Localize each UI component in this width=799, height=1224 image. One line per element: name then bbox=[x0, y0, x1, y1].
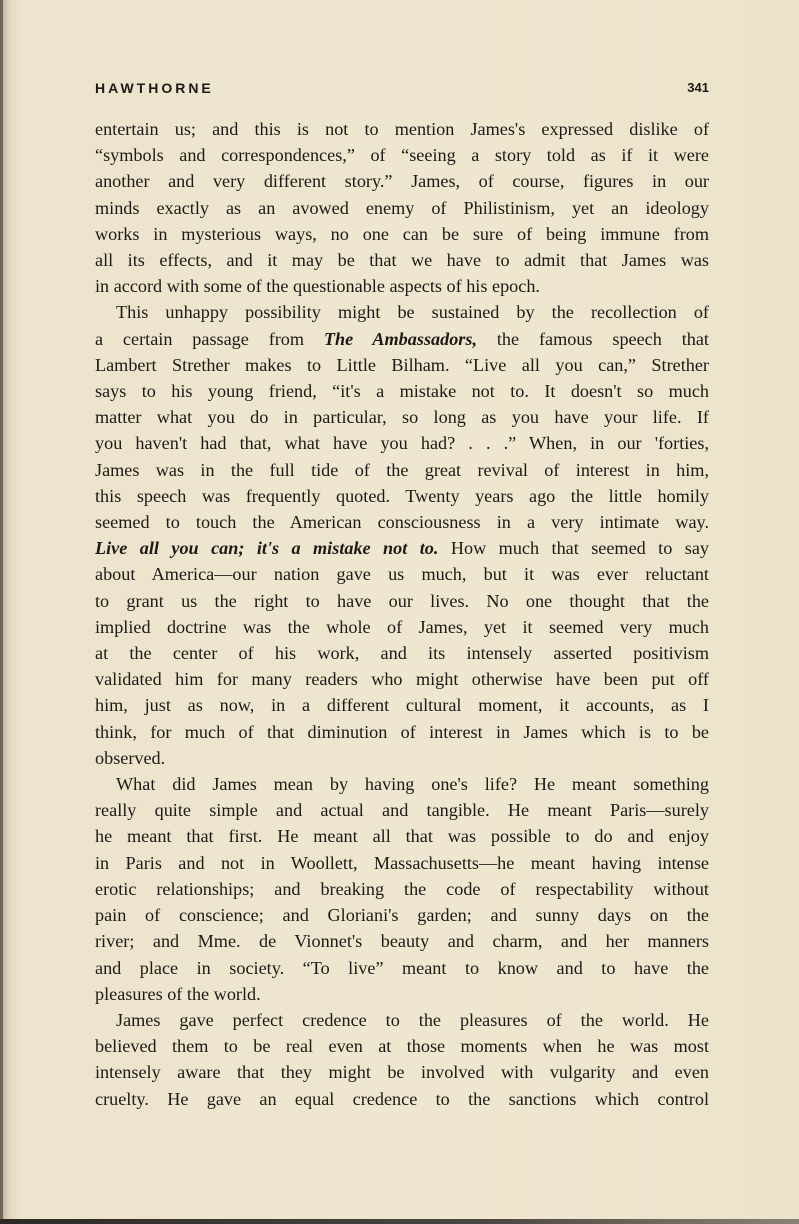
text-line bbox=[95, 221, 709, 247]
text-segment: river; and Mme. de Vionnet's beauty and charm, and her manners bbox=[95, 931, 709, 952]
text-line bbox=[95, 457, 709, 483]
text-segment: says to his young friend, “it's a mistake not to. It doesn't so much bbox=[95, 381, 709, 402]
text-segment: the famous speech that bbox=[477, 328, 709, 349]
text-segment: seemed to touch the American consciousness in a very intimate way. bbox=[95, 512, 709, 533]
text-line bbox=[95, 195, 709, 221]
text-line bbox=[95, 430, 709, 456]
text-segment: James gave perfect credence to the pleasures of the world. He bbox=[116, 1009, 709, 1030]
text-line bbox=[95, 745, 709, 771]
text-line bbox=[95, 1086, 709, 1112]
text-segment: think, for much of that diminution of interest in James which is to be bbox=[95, 721, 709, 742]
text-line bbox=[95, 483, 709, 509]
text-segment: at the center of his work, and its intensely asserted positivism bbox=[95, 643, 709, 664]
text-segment: Lambert Strether makes to Little Bilham. “Live all you can,” Strether bbox=[95, 354, 709, 375]
text-segment: you haven't had that, what have you had? . . .” When, in our 'forties, bbox=[95, 433, 709, 454]
text-line bbox=[95, 797, 709, 823]
page-header bbox=[95, 80, 709, 102]
text-line bbox=[95, 981, 709, 1007]
italic-segment: Live all you can; it's a mistake not to. bbox=[95, 538, 439, 559]
text-line bbox=[95, 116, 709, 142]
text-line bbox=[95, 955, 709, 981]
text-segment: validated him for many readers who might otherwise have been put off bbox=[95, 669, 709, 690]
text-segment: James was in the full tide of the great revival of interest in him, bbox=[95, 459, 709, 480]
text-line bbox=[95, 771, 709, 797]
text-segment: What did James mean by having one's life? He meant something bbox=[116, 774, 709, 795]
text-segment: minds exactly as an avowed enemy of Philistinism, yet an ideology bbox=[95, 197, 709, 218]
text-segment: pleasures of the world. bbox=[95, 983, 261, 1004]
text-line bbox=[95, 640, 709, 666]
text-line bbox=[95, 692, 709, 718]
text-segment: he meant that first. He meant all that was possible to do and enjoy bbox=[95, 826, 709, 847]
text-line bbox=[95, 588, 709, 614]
text-segment: erotic relationships; and breaking the code of respectability without bbox=[95, 878, 709, 899]
text-segment: matter what you do in particular, so long as you have your life. If bbox=[95, 407, 709, 428]
page-gutter-shadow bbox=[0, 0, 3, 1224]
text-line bbox=[95, 614, 709, 640]
text-segment: him, just as now, in a different cultural moment, it accounts, as I bbox=[95, 695, 709, 716]
body-text bbox=[95, 116, 709, 1112]
text-segment: “symbols and correspondences,” of “seeing a story told as if it were bbox=[95, 145, 709, 166]
text-line bbox=[95, 404, 709, 430]
text-segment: implied doctrine was the whole of James, yet it seemed very much bbox=[95, 616, 709, 637]
text-line bbox=[95, 1059, 709, 1085]
text-segment: intensely aware that they might be involved with vulgarity and even bbox=[95, 1062, 709, 1083]
text-segment: a certain passage from bbox=[95, 328, 324, 349]
text-segment: observed. bbox=[95, 747, 166, 768]
text-segment: pain of conscience; and Gloriani's garden; and sunny days on the bbox=[95, 905, 709, 926]
text-segment: all its effects, and it may be that we have to admit that James was bbox=[95, 250, 709, 271]
text-line bbox=[95, 666, 709, 692]
text-segment: to grant us the right to have our lives. No one thought that the bbox=[95, 590, 709, 611]
text-segment: works in mysterious ways, no one can be sure of being immune from bbox=[95, 223, 709, 244]
text-line bbox=[95, 273, 709, 299]
text-segment: in accord with some of the questionable aspects of his epoch. bbox=[95, 276, 540, 297]
text-segment: really quite simple and actual and tangible. He meant Paris—surely bbox=[95, 800, 709, 821]
text-segment: in Paris and not in Woollett, Massachusetts—he meant having intense bbox=[95, 852, 709, 873]
text-line bbox=[95, 326, 709, 352]
text-segment: How much that seemed to say bbox=[438, 538, 709, 559]
text-segment: this speech was frequently quoted. Twenty years ago the little homily bbox=[95, 485, 709, 506]
page-bottom-edge bbox=[0, 1219, 799, 1224]
text-line bbox=[95, 928, 709, 954]
running-head: HAWTHORNE bbox=[95, 80, 214, 96]
text-line bbox=[95, 299, 709, 325]
text-line bbox=[95, 168, 709, 194]
text-line bbox=[95, 352, 709, 378]
text-segment: This unhappy possibility might be sustained by the recollection of bbox=[116, 302, 709, 323]
text-line bbox=[95, 876, 709, 902]
text-segment: another and very different story.” James, of course, figures in our bbox=[95, 171, 709, 192]
text-line bbox=[95, 561, 709, 587]
text-line bbox=[95, 1033, 709, 1059]
page-number: 341 bbox=[687, 80, 709, 95]
text-segment: and place in society. “To live” meant to know and to have the bbox=[95, 957, 709, 978]
text-segment: believed them to be real even at those moments when he was most bbox=[95, 1036, 709, 1057]
text-line bbox=[95, 850, 709, 876]
text-line bbox=[95, 142, 709, 168]
text-segment: about America—our nation gave us much, but it was ever reluctant bbox=[95, 564, 709, 585]
text-line bbox=[95, 902, 709, 928]
text-segment: cruelty. He gave an equal credence to the sanctions which control bbox=[95, 1088, 709, 1109]
text-line bbox=[95, 378, 709, 404]
italic-segment: The Ambassadors, bbox=[323, 328, 478, 349]
text-line bbox=[95, 823, 709, 849]
text-segment: entertain us; and this is not to mention James's expressed dislike of bbox=[95, 119, 709, 139]
text-line bbox=[95, 535, 709, 561]
text-line bbox=[95, 247, 709, 273]
text-line bbox=[95, 509, 709, 535]
text-line bbox=[95, 719, 709, 745]
text-line bbox=[95, 1007, 709, 1033]
